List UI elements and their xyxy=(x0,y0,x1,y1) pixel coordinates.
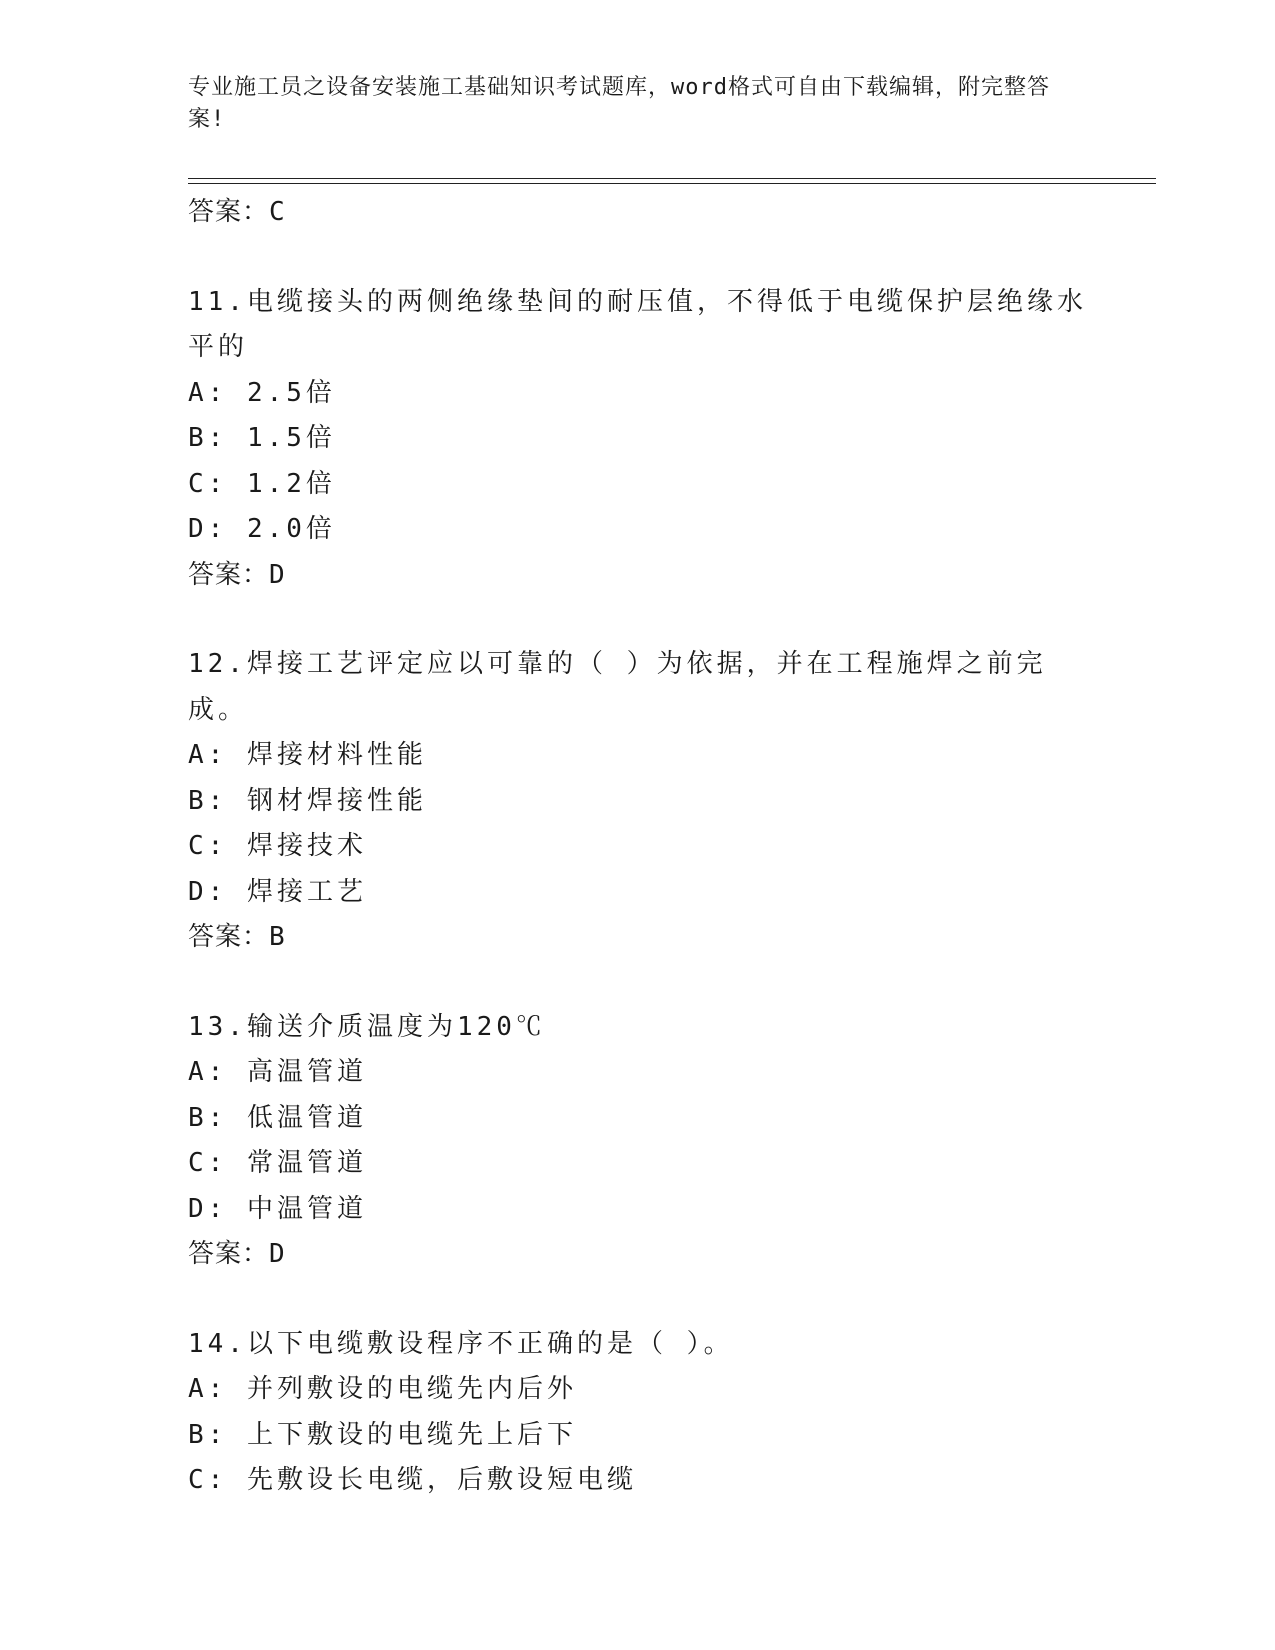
option-b: B: 钢材焊接性能 xyxy=(188,785,427,816)
question-block-12 xyxy=(188,642,1088,961)
question-block-14 xyxy=(188,1322,1088,1504)
option-a: A: 2.5倍 xyxy=(188,377,336,408)
spacer xyxy=(188,961,1088,1005)
spacer xyxy=(188,1278,1088,1322)
answer-10: 答案：C xyxy=(188,197,286,227)
question-text: 11.电缆接头的两侧绝缘垫间的耐压值，不得低于电缆保护层绝缘水平的 xyxy=(188,286,1087,362)
answer-11: 答案：D xyxy=(188,559,286,590)
option-d: D: 2.0倍 xyxy=(188,514,336,544)
question-block-11 xyxy=(188,280,1088,599)
answer-12: 答案：B xyxy=(188,922,286,952)
option-b: B: 上下敷设的电缆先上后下 xyxy=(188,1419,577,1450)
option-a: A: 并列敷设的电缆先内后外 xyxy=(188,1374,577,1404)
option-a: A: 高温管道 xyxy=(188,1057,367,1087)
question-text: 14.以下电缆敷设程序不正确的是（ ）。 xyxy=(188,1328,734,1359)
document-body xyxy=(188,190,1088,1504)
question-text: 13.输送介质温度为120℃ xyxy=(188,1011,546,1042)
document-header: 专业施工员之设备安装施工基础知识考试题库，word格式可自由下载编辑，附完整答案! xyxy=(188,75,1050,132)
option-c: C: 先敷设长电缆，后敷设短电缆 xyxy=(188,1465,637,1495)
option-b: B: 1.5倍 xyxy=(188,423,336,453)
option-b: B: 低温管道 xyxy=(188,1102,367,1133)
question-block-13 xyxy=(188,1005,1088,1278)
option-d: D: 焊接工艺 xyxy=(188,876,367,907)
option-c: C: 常温管道 xyxy=(188,1148,367,1178)
option-c: C: 焊接技术 xyxy=(188,831,367,861)
header-divider xyxy=(188,178,1156,184)
spacer xyxy=(188,598,1088,642)
option-a: A: 焊接材料性能 xyxy=(188,740,427,770)
option-d: D: 中温管道 xyxy=(188,1193,367,1224)
option-c: C: 1.2倍 xyxy=(188,468,336,499)
answer-13: 答案：D xyxy=(188,1239,286,1269)
spacer xyxy=(188,236,1088,280)
question-text: 12.焊接工艺评定应以可靠的（ ）为依据，并在工程施焊之前完成。 xyxy=(188,649,1047,725)
